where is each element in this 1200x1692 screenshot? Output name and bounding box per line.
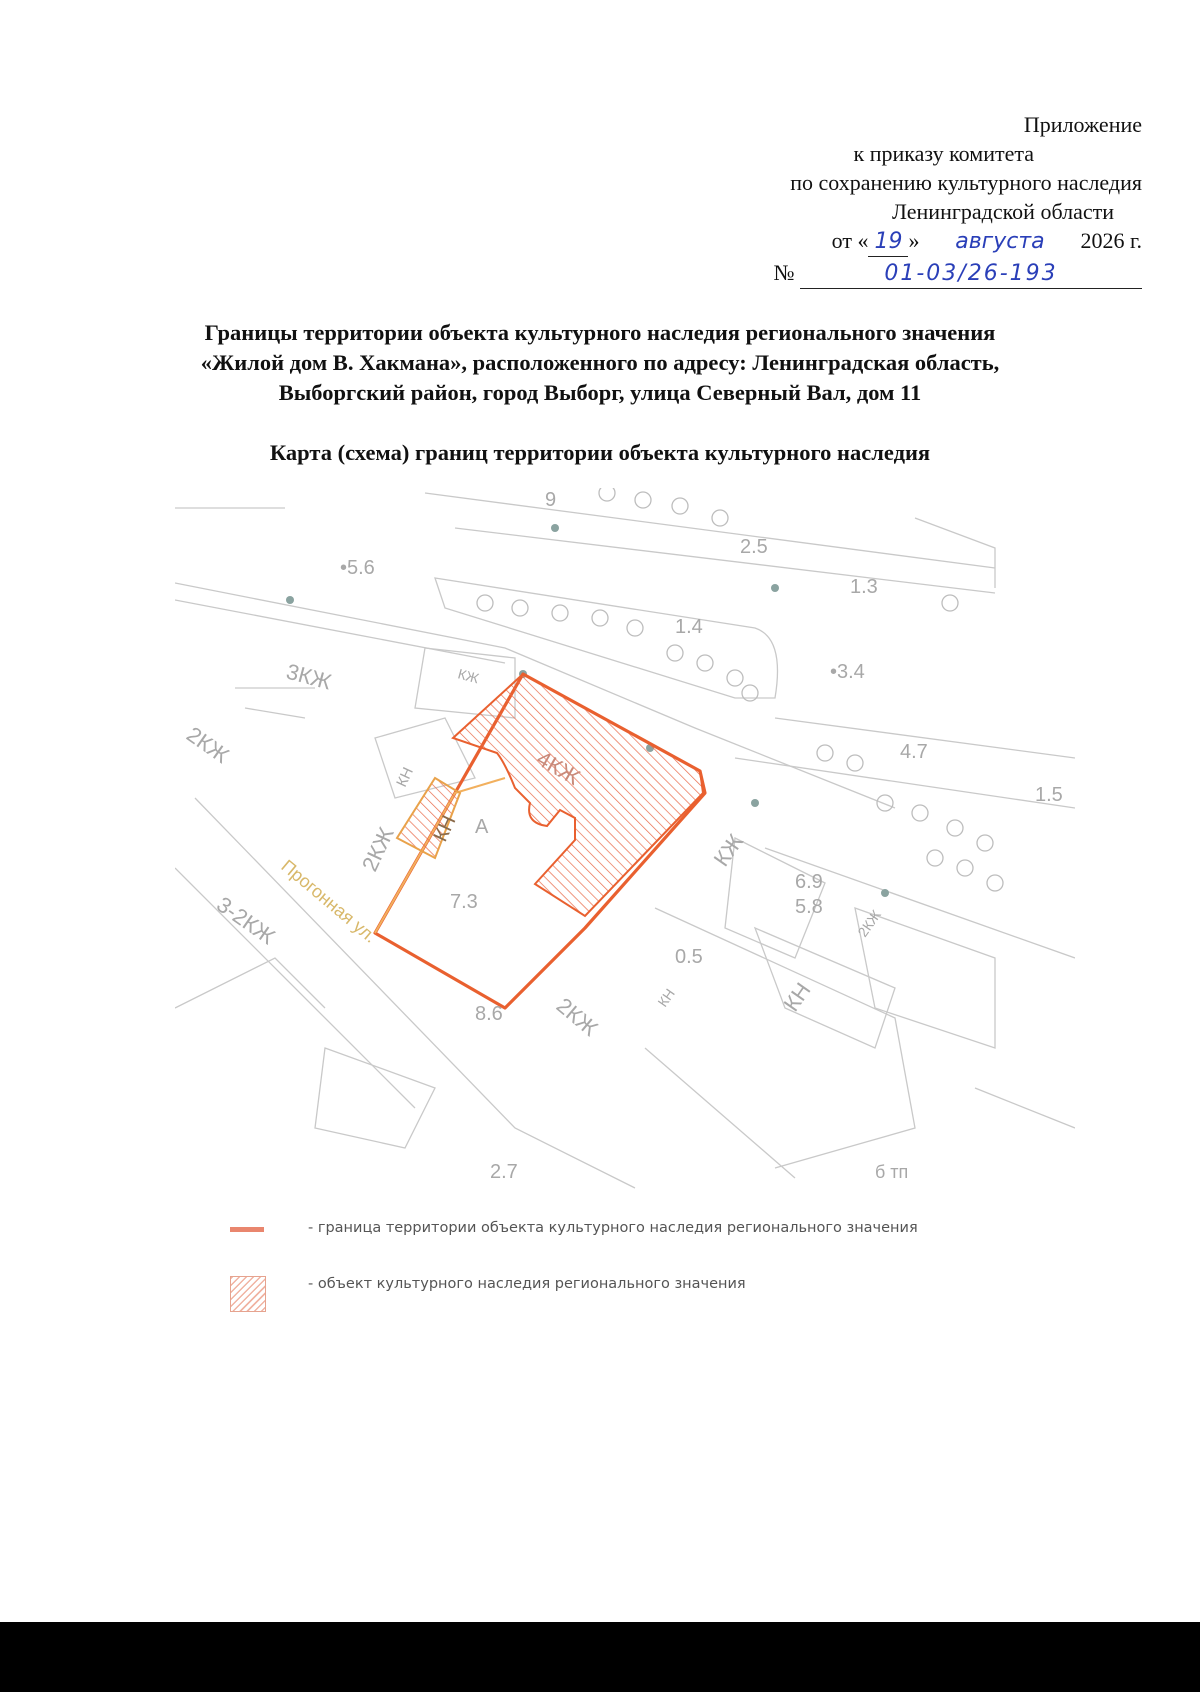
header-line-committee: по сохранению культурного наследия [790,170,1142,195]
elevation-label: 9 [545,489,557,511]
header-line-region: Ленинградской области [892,199,1114,224]
date-year: 2026 г. [1080,228,1142,253]
zone-label: 2КЖ [854,906,885,940]
map-subtitle: Карта (схема) границ территории объекта культурного наследия [269,440,931,465]
number-prefix: № [773,260,795,285]
title-line-2: «Жилой дом В. Хакмана», расположенного по адресу: Ленинградская область, [200,350,1000,375]
date-day: 19 [868,227,908,257]
elevation-label: 7.3 [450,891,478,913]
elevation-label: 2.7 [490,1161,518,1183]
legend-object-text: - объект культурного наследия регионального значения [308,1276,746,1292]
zone-label: КН [393,764,417,790]
elevation-label: 5.8 [795,896,823,918]
substation-label: б тп [875,1162,909,1182]
zone-label: 2КЖ [182,721,234,769]
elevation-label: 1.4 [675,616,703,638]
elevation-label: 1.3 [850,576,878,598]
header-line-appendix: Приложение [1023,112,1142,137]
heritage-object-hatch [453,674,703,916]
date-prefix: от « [831,228,869,253]
zone-label: КЖ [708,829,749,871]
elevation-label: 4.7 [900,741,928,763]
zone-label: 4КЖ [532,745,585,791]
header-line-order: к приказу комитета [853,141,1034,166]
boundary-map [175,488,1075,1193]
zone-label: 2КЖ [356,823,399,876]
header-number-line [774,258,1143,289]
number-value: 01-03/26-193 [800,259,1142,289]
elevation-label: 1.5 [1035,784,1063,806]
hatch-swatch [230,1276,266,1312]
zone-label: КН [778,978,816,1016]
elevation-label: 8.6 [475,1003,503,1025]
street-label: Прогонная ул. [277,855,381,947]
title-line-1: Границы территории объекта культурного наследия регионального значения [204,320,996,345]
header-date-line [832,226,1142,257]
zone-label: КН [429,812,461,846]
elevation-label: •5.6 [340,557,375,579]
document-title [60,318,1140,408]
zone-label: КЖ [456,665,481,687]
title-line-3: Выборгский район, город Выборг, улица Северный Вал, дом 11 [278,380,922,405]
zone-label: 2КЖ [551,992,603,1041]
zone-label: 3-2КЖ [212,891,280,950]
zone-label: КН [654,985,678,1010]
zone-label: 3КЖ [283,658,335,695]
boundary-swatch [230,1227,264,1232]
elevation-label: •3.4 [830,661,865,683]
elevation-label: 6.9 [795,871,823,893]
date-mid: » [908,228,920,253]
date-month: августа [955,229,1045,254]
legend-boundary-text: - граница территории объекта культурного наследия регионального значения [308,1220,918,1236]
elevation-label: 0.5 [675,946,703,968]
elevation-label: 2.5 [740,536,768,558]
scan-bottom-bar [0,1622,1200,1692]
zone-label: А [475,816,489,838]
